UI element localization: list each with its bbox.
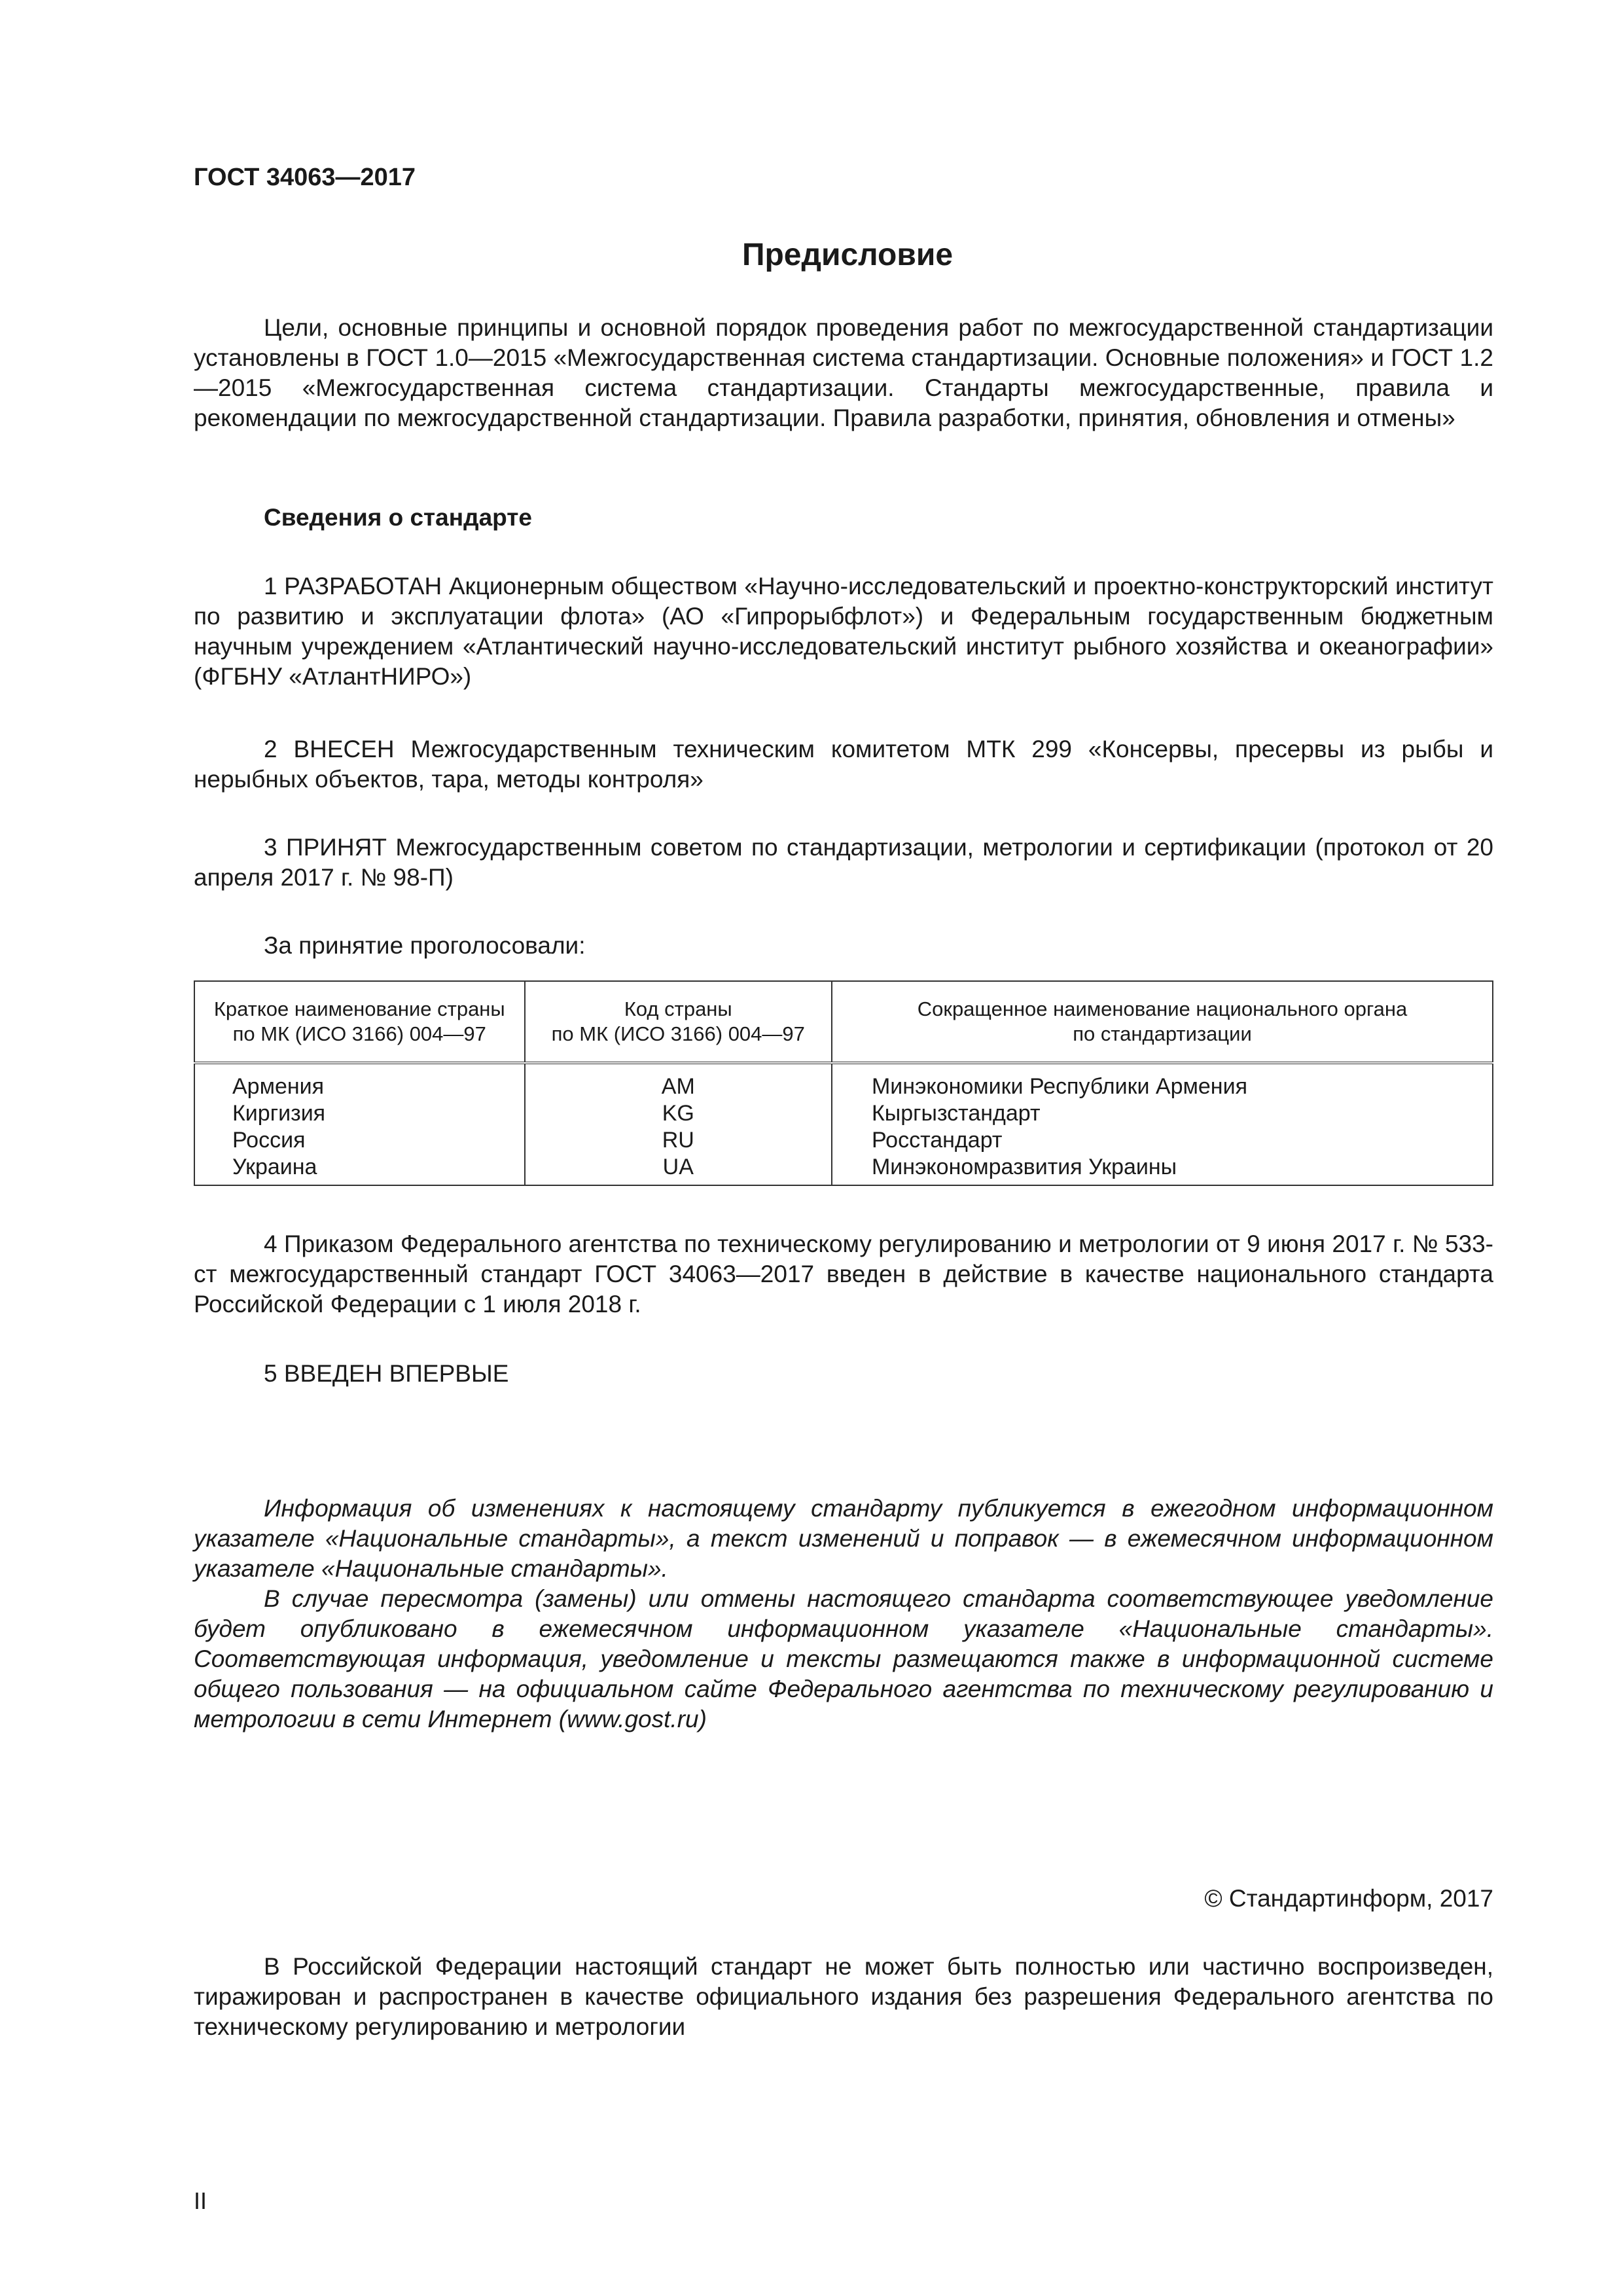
copyright-line: © Стандартинформ, 2017 xyxy=(1204,1885,1493,1912)
item-adopted: 3 ПРИНЯТ Межгосударственным советом по стандартизации, метрологии и сертификации (протокол от 20 апреля 2017 г. № 98-П) xyxy=(194,834,1493,891)
table-header-row xyxy=(194,981,1493,1063)
cell-body: Минэкономики Республики Армения xyxy=(832,1063,1493,1100)
cell-body: Росстандарт xyxy=(832,1127,1493,1154)
document-code: ГОСТ 34063—2017 xyxy=(194,164,416,191)
table-row xyxy=(194,1154,1493,1185)
item-introduced: 2 ВНЕСЕН Межгосударственным техническим комитетом МТК 299 «Консервы, пресервы из рыбы и нерыбных объектов, тара, методы контроля» xyxy=(194,736,1493,793)
cell-body: Кыргызстандарт xyxy=(832,1100,1493,1127)
item-1-block xyxy=(194,571,1493,692)
cell-country: Армения xyxy=(194,1063,525,1100)
info-heading: Сведения о стандарте xyxy=(264,504,532,531)
col-header-country xyxy=(194,981,525,1063)
item-4-block xyxy=(194,1229,1493,1319)
item-3-block xyxy=(194,833,1493,893)
col-header-code-line2: по МК (ИСО 3166) 004—97 xyxy=(551,1022,805,1045)
cell-code: AM xyxy=(525,1063,832,1100)
notice-block xyxy=(194,1494,1493,1734)
voted-label: За принятие проголосовали: xyxy=(264,932,586,959)
voting-table xyxy=(194,980,1493,1186)
table-row xyxy=(194,1100,1493,1127)
intro-block xyxy=(194,313,1493,433)
page-number: II xyxy=(194,2187,207,2214)
col-header-body-line2: по стандартизации xyxy=(1073,1022,1252,1045)
rights-paragraph: В Российской Федерации настоящий стандарт не может быть полностью или частично воспроизведен, тиражирован и распространен в качестве официального издания без разрешения Федерального агентства по техническому регулированию и метрологии xyxy=(194,1953,1493,2040)
item-2-block xyxy=(194,734,1493,795)
item-developed: 1 РАЗРАБОТАН Акционерным обществом «Научно-исследовательский и проектно-конструкторский институт по развитию и эксплуатации флота» (АО «Гипрорыбфлот») и Федеральным государственным бюджетным научным учреждением «Атлантический научно-исследовательский институт рыбного хозяйства и океанографии» (ФГБНУ «АтлантНИРО») xyxy=(194,573,1493,690)
col-header-country-line2: по МК (ИСО 3166) 004—97 xyxy=(232,1022,486,1045)
item-order: 4 Приказом Федерального агентства по техническому регулированию и метрологии от 9 июня 2017 г. № 533-ст межгосударственный стандарт ГОСТ 34063—2017 введен в действие в качестве национального стандарта Российской Федерации с 1 июля 2018 г. xyxy=(194,1230,1493,1318)
col-header-country-line1: Краткое наименование страны xyxy=(213,997,505,1020)
col-header-body-line1: Сокращенное наименование национального органа xyxy=(917,997,1408,1020)
notice-paragraph-1: Информация об изменениях к настоящему стандарту публикуется в ежегодном информационном указателе «Национальные стандарты», а текст изменений и поправок — в ежемесячном информационном указателе «Национальные стандарты». xyxy=(194,1495,1493,1582)
cell-code: KG xyxy=(525,1100,832,1127)
col-header-code-line1: Код страны xyxy=(624,997,732,1020)
table-row xyxy=(194,1063,1493,1100)
table-row xyxy=(194,1127,1493,1154)
cell-code: UA xyxy=(525,1154,832,1185)
item-5-block xyxy=(194,1359,1493,1389)
notice-paragraph-2: В случае пересмотра (замены) или отмены настоящего стандарта соответствующее уведомление будет опубликовано в ежемесячном информационном указателе «Национальные стандарты». Соответствующая информация, уведомление и тексты размещаются также в информационной системе общего пользования — на официальном сайте Федерального агентства по техническому регулированию и метрологии в сети Интернет (www.gost.ru) xyxy=(194,1585,1493,1732)
page-title: Предисловие xyxy=(741,238,954,272)
cell-country: Россия xyxy=(194,1127,525,1154)
rights-block xyxy=(194,1952,1493,2042)
cell-country: Украина xyxy=(194,1154,525,1185)
intro-paragraph: Цели, основные принципы и основной порядок проведения работ по межгосударственной стандартизации установлены в ГОСТ 1.0—2015 «Межгосударственная система стандартизации. Основные положения» и ГОСТ 1.2—2015 «Межгосударственная система стандартизации. Стандарты межгосударственные, правила и рекомендации по межгосударственной стандартизации. Правила разработки, принятия, обновления и отмены» xyxy=(194,314,1493,431)
item-first-time: 5 ВВЕДЕН ВПЕРВЫЕ xyxy=(264,1360,509,1387)
col-header-body xyxy=(832,981,1493,1063)
voted-label-block xyxy=(194,931,1493,961)
col-header-code xyxy=(525,981,832,1063)
cell-country: Киргизия xyxy=(194,1100,525,1127)
cell-code: RU xyxy=(525,1127,832,1154)
cell-body: Минэкономразвития Украины xyxy=(832,1154,1493,1185)
